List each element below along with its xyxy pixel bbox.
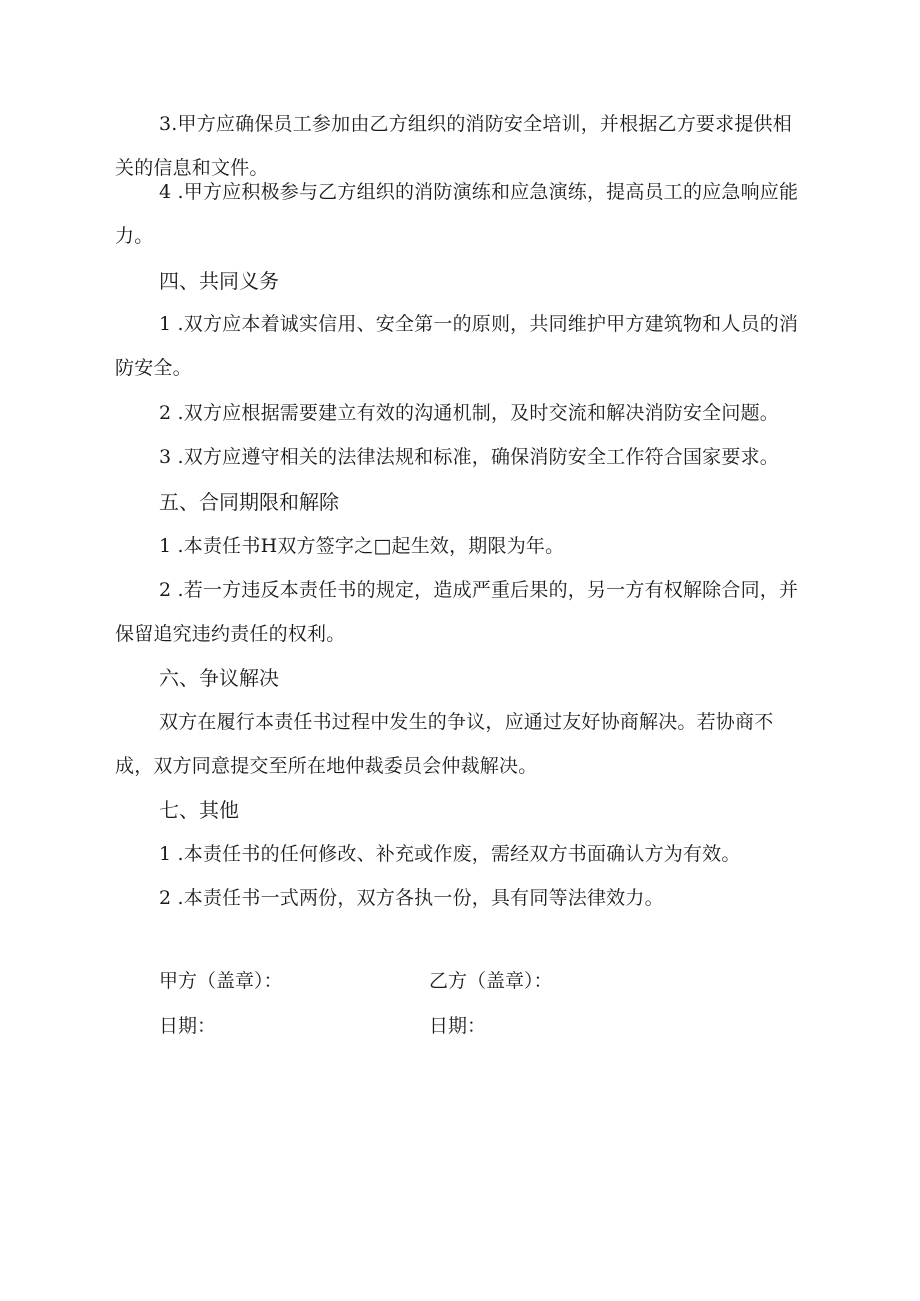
- party-a-date-label: 日期：: [159, 1015, 217, 1037]
- paragraph-joint-3: 3 .双方应遵守相关的法律法规和标准，确保消防安全工作符合国家要求。: [159, 446, 779, 468]
- paragraph-term-2: 2 .若一方违反本责任书的规定，造成严重后果的，另一方有权解除合同，并保留追究违约责任的权利。: [115, 579, 799, 645]
- section-heading-dispute: 六、争议解决: [159, 666, 279, 690]
- paragraph-party-a-drills: 4 .甲方应积极参与乙方组织的消防演练和应急演练，提高员工的应急响应能力。: [115, 181, 799, 247]
- paragraph-other-2: 2 .本责任书一式两份，双方各执一份，具有同等法律效力。: [159, 887, 664, 909]
- section-heading-joint-obligations: 四、共同义务: [159, 269, 279, 293]
- paragraph-joint-2: 2 .双方应根据需要建立有效的沟通机制，及时交流和解决消防安全问题。: [159, 402, 779, 424]
- paragraph-other-1: 1 .本责任书的任何修改、补充或作废，需经双方书面确认方为有效。: [159, 843, 741, 865]
- party-b-date-label: 日期：: [429, 1015, 487, 1037]
- paragraph-joint-1: 1 .双方应本着诚实信用、安全第一的原则，共同维护甲方建筑物和人员的消防安全。: [115, 313, 799, 379]
- party-a-seal-label: 甲方（盖章）：: [159, 970, 283, 992]
- paragraph-term-1: 1 .本责任书H双方签字之□起生效，期限为年。: [159, 535, 565, 557]
- paragraph-party-a-training: 3.甲方应确保员工参加由乙方组织的消防安全培训，并根据乙方要求提供相关的信息和文件。: [115, 113, 792, 179]
- section-heading-term-termination: 五、合同期限和解除: [159, 490, 339, 514]
- paragraph-dispute: 双方在履行本责任书过程中发生的争议，应通过友好协商解决。若协商不成，双方同意提交至所在地仲裁委员会仲裁解决。: [115, 711, 774, 777]
- section-heading-other: 七、其他: [159, 798, 239, 822]
- party-b-seal-label: 乙方（盖章）：: [429, 970, 553, 992]
